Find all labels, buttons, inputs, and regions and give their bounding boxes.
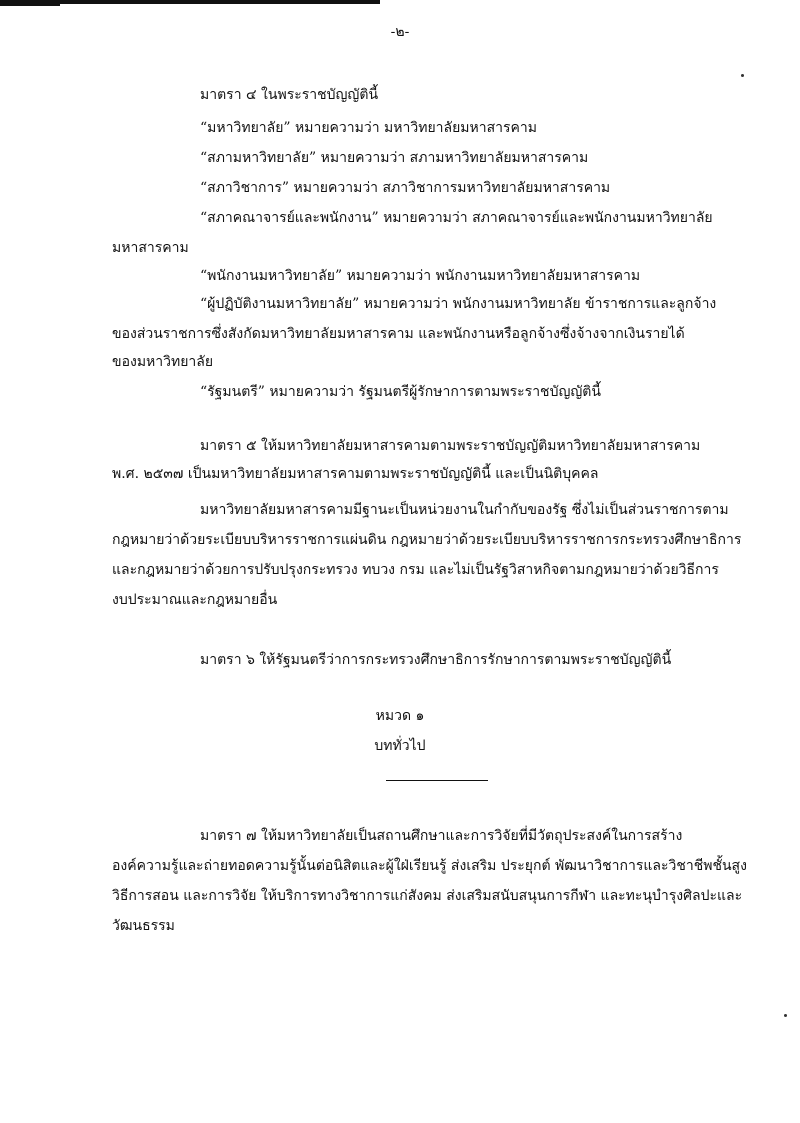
definition-university-personnel-line1: “ผู้ปฏิบัติงานมหาวิทยาลัย” หมายความว่า พนักงานมหาวิทยาลัย ข้าราชการและลูกจ้าง [200, 296, 717, 312]
section-7-line4: วัฒนธรรม [112, 918, 175, 934]
scan-speck [784, 1014, 787, 1017]
section-5-line2: พ.ศ. ๒๕๓๗ เป็นมหาวิทยาลัยมหาสารคามตามพระราชบัญญัตินี้ และเป็นนิติบุคคล [112, 466, 599, 482]
chapter-divider [386, 780, 488, 781]
section-7-line2: องค์ความรู้และถ่ายทอดความรู้นั้นต่อนิสิตและผู้ใฝ่เรียนรู้ ส่งเสริม ประยุกต์ พัฒนาวิชาการและวิชาชีพชั้นสูง [112, 858, 747, 874]
section-5-para2-line2: กฎหมายว่าด้วยระเบียบบริหารราชการแผ่นดิน กฎหมายว่าด้วยระเบียบบริหารราชการกระทรวงศึกษาธิการ [112, 532, 742, 548]
page-number: -๒- [390, 24, 410, 40]
definition-faculty-senate-line1: “สภาคณาจารย์และพนักงาน” หมายความว่า สภาคณาจารย์และพนักงานมหาวิทยาลัย [200, 210, 713, 226]
definition-university-personnel-line2: ของส่วนราชการซึ่งสังกัดมหาวิทยาลัยมหาสารคาม และพนักงานหรือลูกจ้างซึ่งจ้างจากเงินรายได้ [112, 326, 685, 342]
chapter-number: หมวด ๑ [375, 708, 425, 724]
section-7-line3: วิธีการสอน และการวิจัย ให้บริการทางวิชาการแก่สังคม ส่งเสริมสนับสนุนการกีฬา และทะนุบำรุงศิลปะและ [112, 888, 743, 904]
scan-speck [741, 74, 744, 77]
section-5-para2-line1: มหาวิทยาลัยมหาสารคามมีฐานะเป็นหน่วยงานในกำกับของรัฐ ซึ่งไม่เป็นส่วนราชการตาม [200, 502, 729, 518]
definition-university: “มหาวิทยาลัย” หมายความว่า มหาวิทยาลัยมหาสารคาม [200, 120, 537, 136]
section-4-heading: มาตรา ๔ ในพระราชบัญญัตินี้ [200, 87, 379, 103]
chapter-title: บททั่วไป [374, 738, 426, 754]
scan-border-top-inner [0, 4, 60, 6]
definition-university-council: “สภามหาวิทยาลัย” หมายความว่า สภามหาวิทยาลัยมหาสารคาม [200, 150, 589, 166]
section-5-line1: มาตรา ๕ ให้มหาวิทยาลัยมหาสารคามตามพระราชบัญญัติมหาวิทยาลัยมหาสารคาม [200, 438, 701, 454]
section-5-para2-line4: งบประมาณและกฎหมายอื่น [112, 592, 278, 608]
definition-faculty-senate-line2: มหาสารคาม [112, 240, 189, 256]
definition-university-staff: “พนักงานมหาวิทยาลัย” หมายความว่า พนักงานมหาวิทยาลัยมหาสารคาม [200, 268, 641, 284]
definition-university-personnel-line3: ของมหาวิทยาลัย [112, 354, 214, 370]
section-6: มาตรา ๖ ให้รัฐมนตรีว่าการกระทรวงศึกษาธิการรักษาการตามพระราชบัญญัตินี้ [200, 652, 672, 668]
definition-academic-council: “สภาวิชาการ” หมายความว่า สภาวิชาการมหาวิทยาลัยมหาสารคาม [200, 180, 611, 196]
definition-minister: “รัฐมนตรี” หมายความว่า รัฐมนตรีผู้รักษาการตามพระราชบัญญัตินี้ [200, 384, 601, 400]
section-7-line1: มาตรา ๗ ให้มหาวิทยาลัยเป็นสถานศึกษาและการวิจัยที่มีวัตถุประสงค์ในการสร้าง [200, 828, 683, 844]
section-5-para2-line3: และกฎหมายว่าด้วยการปรับปรุงกระทรวง ทบวง กรม และไม่เป็นรัฐวิสาหกิจตามกฎหมายว่าด้วยวิธีการ [112, 562, 719, 578]
